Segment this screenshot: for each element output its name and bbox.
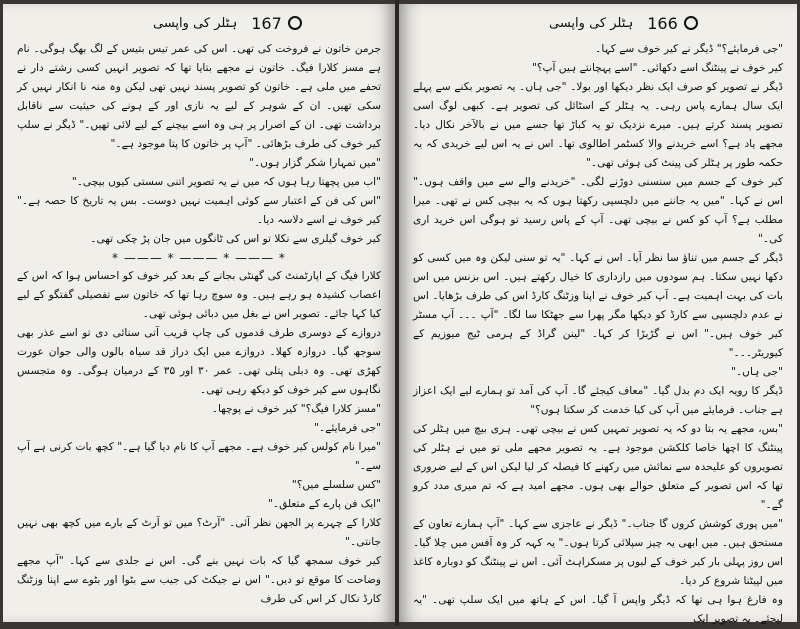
right-page-number: 166 (647, 13, 678, 33)
paragraph: کیر خوف گیلری سے نکلا تو اس کی ٹانگوں میں جان پڑ چکی تھی۔ (90, 233, 381, 245)
left-page-header (153, 10, 308, 36)
paragraph: ڈیگر کے جسم میں تناؤ سا نظر آیا۔ اس نے کہا۔ "یہ تو سنی لیکن وہ میں کسی کو دکھا نہیں سکتا۔ ہم سودوں میں رازداری کا خیال رکھتے ہیں۔ اس بزنس میں اس بات کی بہت اہمیت ہے۔ آپ کیر خوف نے اپنا وزٹنگ کارڈ اس کی طرف بڑھایا۔ اس نے عدم دلچسپی سے کارڈ کو دیکھا مگر پھرا سے جھٹکا سا لگا۔ "آپ ۔۔۔ آپ مسٹر کیر خوف ہیں۔" اس نے گڑبڑا کر کہا۔ "لینن گراڈ کے ہرمی ٹیج میوزیم کے کیوریٹر۔۔۔" (413, 252, 783, 359)
paragraph: "میں تمہارا شکر گزار ہوں۔" (249, 157, 381, 169)
right-page (399, 4, 797, 625)
paragraph: کلارا فیگ کے اپارٹمنٹ کی گھنٹی بجانے کے بعد کیر خوف کو احساس ہوا کہ اس کے اعصاب کشیدہ ہو رہے ہیں۔ وہ سوچ رہا تھا کہ خاتون سے تفصیلی گفتگو کے لیے کیا کہا جائے۔ تصویر اس نے بغل میں دبائی ہوئی تھی۔ (17, 270, 381, 320)
paragraph: "اس کی فن کے اعتبار سے کوئی اہمیت نہیں دوست۔ بس یہ تاریخ کا حصہ ہے۔" کیر خوف نے اسے دلاسہ دیا۔ (17, 195, 381, 226)
paragraph: "جی ہاں۔" (731, 366, 783, 378)
paragraph: "کس سلسلے میں؟" (291, 479, 381, 491)
paragraph: کلارا کے چہرے پر الجھن نظر آئی۔ "آرٹ؟ میں تو آرٹ کے بارے میں کچھ بھی نہیں جانتی۔" (17, 517, 381, 548)
paragraph: "جی فرمایئے۔" (314, 422, 381, 434)
section-separator: * ——— * ——— * ——— * (112, 251, 286, 265)
paragraph: کیر خوف سمجھ گیا کہ بات نہیں بنے گی۔ اس نے جلدی سے کہا۔ "آپ مجھے وضاحت کا موقع تو دیں۔" اس نے جیکٹ کی جیب سے بٹوا اور بٹوے سے اپنا وزٹنگ کارڈ نکال کر اس کی طرف (17, 555, 381, 605)
paragraph: "جی فرمایئے؟" ڈیگر نے کیر خوف سے کہا۔ (595, 43, 783, 55)
paragraph: "اب میں پچھتا رہا ہوں کہ میں نے یہ تصویر اتنی سستی کیوں بیچی۔" (71, 176, 381, 188)
paragraph: ڈیگر نے تصویر کو صرف ایک نظر دیکھا اور بولا۔ "جی ہاں۔ یہ تصویر بکنے سے پہلے ایک سال ہمارے پاس رہی۔ یہ ہٹلر کے اسٹائل کی تصویر ہے۔ کبھی لوگ اسی تصویر پسند کرتے ہیں۔ میرے نزدیک تو یہ کباڑ تھا جسے میں نے بالآخر نکال دیا۔ مجھے یاد ہے؟ اسے خریدنے والا کسٹمر اطالوی تھا۔ اس نے یہ اس لیے خریدی کہ یہ حکمہ طور پر ہٹلر کی پینٹ کی ہوئی تھی۔" (413, 81, 783, 169)
right-page-body (413, 40, 783, 625)
page-circle-icon (684, 16, 698, 30)
paragraph: "بس، مجھے یہ بتا دو کہ یہ تصویر تمہیں کس نے بیچی تھی۔ ہری بیچ میں ہٹلر کی پینٹنگ کا اچھا خاصا کلکشن موجود ہے۔ یہ تصویر مجھے ملی تو میں نے ہٹلر کی تصویروں کو علیحدہ سے نمائش میں رکھنے کا فیصلہ کر لیا لیکن اس کے لیے ضروری تھا کہ اس تصویر کے متعلق حوالے بھی ہوں۔ مجھے امید ہے کہ تم میری مدد کرو گے۔" (413, 423, 783, 511)
left-page-title: ہٹلر کی واپسی (153, 15, 238, 31)
paragraph: "مسز کلارا فیگ؟" کیر خوف نے پوچھا۔ (211, 403, 381, 415)
paragraph: وہ فارغ ہوا ہی تھا کہ ڈیگر واپس آ گیا۔ اس کے ہاتھ میں ایک سلپ تھی۔ "یہ لیجئے۔ یہ تصویر ایک (413, 594, 783, 625)
left-page-number: 167 (251, 13, 282, 33)
right-page-header (549, 10, 704, 36)
page-circle-icon (288, 16, 302, 30)
right-page-title: ہٹلر کی واپسی (549, 15, 634, 31)
paragraph: کیر خوف کے جسم میں سنسنی دوڑنے لگی۔ "خریدنے والے سے میں واقف ہوں۔" اس نے کہا۔ "میں یہ جاننے میں دلچسپی رکھتا ہوں کہ یہ بیچی کس نے تھی۔ میرا مطلب ہے؟ آپ کو کس نے بیچی تھی۔ آپ کے پاس رسید تو ہوگی اس خرید اری کی۔" (413, 176, 783, 245)
paragraph: دروازے کے دوسری طرف قدموں کی چاپ قریب آتی سنائی دی تو اسے عذر بھی سوجھ گیا۔ دروازہ کھلا۔ دروازے میں ایک دراز قد سیاہ بالوں والی جوان عورت کھڑی تھی۔ وہ دبلی پتلی تھی۔ عمر ۳۰ اور ۳۵ کے درمیان ہوگی۔ وہ متجسس نگاہوں سے کیر خوف کو دیکھ رہی تھی۔ (17, 327, 381, 396)
paragraph: ڈیگر کا رویہ ایک دم بدل گیا۔ "معاف کیجئے گا۔ آپ کی آمد تو ہمارے لیے ایک اعزاز ہے جناب۔ فرمایئے میں آپ کی کیا خدمت کر سکتا ہوں؟" (413, 385, 783, 416)
left-page-body (17, 40, 381, 616)
paragraph: "میرا نام کولس کیر خوف ہے۔ مجھے آپ کا نام دیا گیا ہے۔" کچھ بات کرنی ہے آپ سے۔" (17, 441, 381, 472)
paragraph: "ایک فن پارے کے متعلق۔" (268, 498, 381, 510)
left-page (3, 4, 395, 622)
paragraph: جرمن خاتون نے فروخت کی تھی۔ اس کی عمر تیس بتیس کے لگ بھگ ہوگی۔ نام ہے مسز کلارا فیگ۔ خاتون نے مجھے بتایا تھا کہ تصویر انہیں کسی رشتے دار نے تحفے میں ملی ہے۔ خاتون کو تصویر پسند نہیں تھی لیکن وہ منہ نا انکار نہیں کر سکی تھیں۔ ان کے شوہر کے لیے یہ نازی اور کے ہونے کی حیثیت سے ناقابل برداشت تھی۔ ان کے اصرار پر ہی وہ اسے بیچنے کے لیے لائی تھیں۔" ڈیگر نے سلپ کیر خوف کی طرف بڑھائی۔ "آپ پر خاتون کا پتا موجود ہے۔" (17, 43, 381, 150)
paragraph: کیر خوف نے پینٹنگ اسے دکھائی۔ "اسے پہچانتے ہیں آپ؟" (531, 62, 783, 74)
paragraph: "میں پوری کوشش کروں گا جناب۔" ڈیگر نے عاجزی سے کہا۔ "آپ ہمارے تعاون کے مستحق ہیں۔ میں ابھی یہ چیز سپلائی کرتا ہوں۔" یہ کہہ کر وہ آفس میں چلا گیا۔ اس روز پہلی بار کیر خوف کے لبوں پر مسکراہٹ آئی۔ اس نے پینٹنگ کو دوبارہ کاغذ میں لپیٹنا شروع کر دیا۔ (413, 518, 783, 587)
